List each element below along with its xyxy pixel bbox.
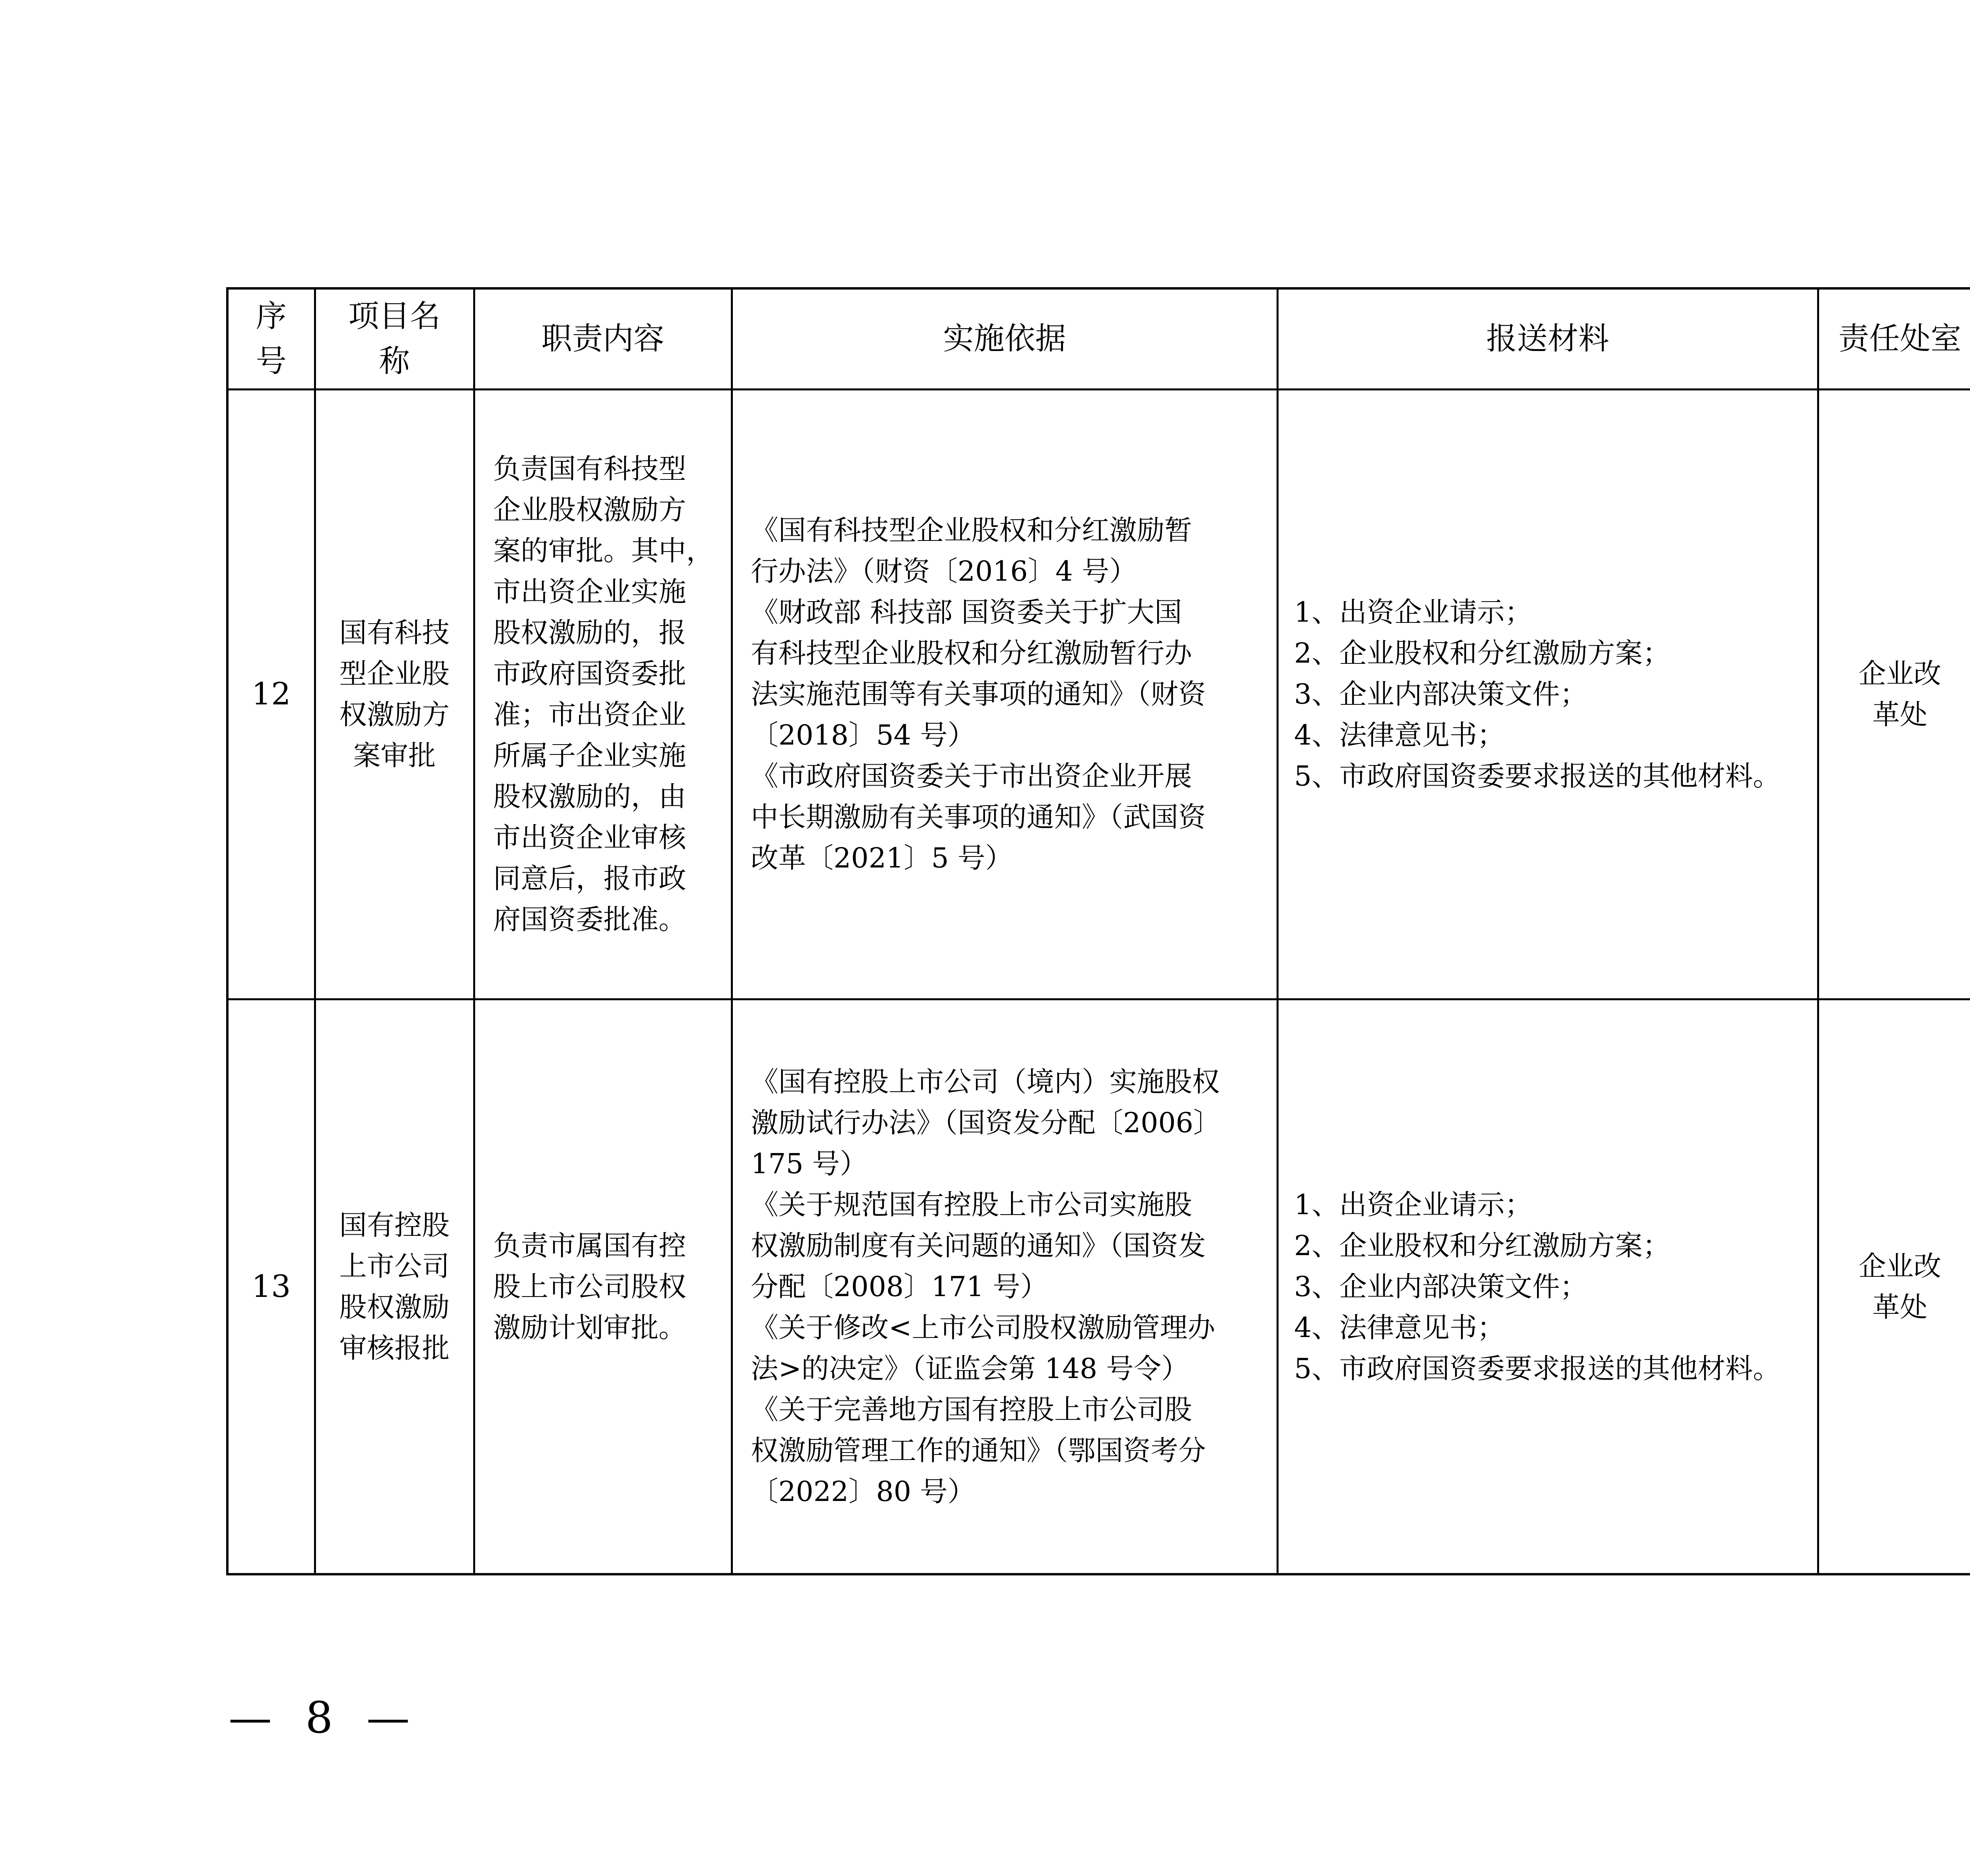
row-department <box>1818 389 1970 999</box>
header-duty <box>474 288 732 389</box>
cell-line: 〔2022〕80 号） <box>751 1475 975 1508</box>
cell-line: 175 号） <box>751 1147 868 1180</box>
header-text: 称 <box>379 344 410 379</box>
cell-line: 1、出资企业请示； <box>1294 1188 1533 1221</box>
cell-line: 准；市出资企业 <box>493 698 686 731</box>
cell-line: 《国有科技型企业股权和分红激励暂 <box>751 514 1192 547</box>
cell-line: 股权激励 <box>339 1291 450 1323</box>
cell-line: 《财政部 科技部 国资委关于扩大国 <box>751 596 1182 629</box>
cell-line: 上市公司 <box>339 1250 450 1282</box>
cell-line: 〔2018〕54 号） <box>751 719 975 752</box>
cell-line: 革处 <box>1872 698 1927 731</box>
row-basis <box>732 999 1277 1574</box>
cell-line: 权激励方 <box>339 698 450 731</box>
cell-line: 案审批 <box>353 739 436 772</box>
row-duty <box>474 999 732 1574</box>
cell-line: 权激励制度有关问题的通知》（国资发 <box>751 1229 1206 1262</box>
header-text: 号 <box>256 344 287 379</box>
cell-line: 市出资企业实施 <box>493 576 686 608</box>
cell-line: 所属子企业实施 <box>493 739 686 772</box>
cell-line: 同意后，报市政 <box>493 862 686 895</box>
header-text: 序 <box>256 299 287 334</box>
cell-line: 2、企业股权和分红激励方案； <box>1294 637 1671 670</box>
row-duty <box>474 389 732 999</box>
cell-line: 市政府国资委批 <box>493 658 686 690</box>
cell-line: 股权激励的，由 <box>493 780 686 813</box>
cell-line: 激励计划审批。 <box>493 1311 686 1344</box>
header-basis <box>732 288 1277 389</box>
cell-line: 有科技型企业股权和分红激励暂行办 <box>751 637 1192 670</box>
page-number: 8 <box>305 1692 333 1743</box>
cell-line: 《市政府国资委关于市出资企业开展 <box>751 760 1192 793</box>
row-serial: 13 <box>227 999 315 1574</box>
cell-line: 1、出资企业请示； <box>1294 596 1533 629</box>
row-department <box>1818 999 1970 1574</box>
row-item-name <box>315 389 474 999</box>
cell-line: 革处 <box>1872 1291 1927 1323</box>
header-text: 实施依据 <box>943 321 1066 357</box>
cell-line: 中长期激励有关事项的通知》（武国资 <box>751 801 1206 834</box>
cell-line: 《关于完善地方国有控股上市公司股 <box>751 1393 1192 1426</box>
row-serial: 12 <box>227 389 315 999</box>
row-basis <box>732 389 1277 999</box>
header-text: 责任处室 <box>1838 321 1961 357</box>
page-footer <box>229 1694 410 1741</box>
cell-line: 企业股权激励方 <box>493 494 686 526</box>
header-text: 报送材料 <box>1486 321 1609 357</box>
cell-line: 《关于规范国有控股上市公司实施股 <box>751 1188 1192 1221</box>
responsibility-table <box>226 287 1970 1575</box>
row-materials <box>1277 999 1818 1574</box>
table-row <box>227 389 1970 999</box>
cell-line: 5、市政府国资委要求报送的其他材料。 <box>1294 1352 1781 1385</box>
row-item-name <box>315 999 474 1574</box>
cell-line: 改革〔2021〕5 号） <box>751 842 1013 875</box>
header-text: 职责内容 <box>541 321 664 357</box>
cell-line: 府国资委批准。 <box>493 903 686 936</box>
cell-line: 负责国有科技型 <box>493 453 686 485</box>
cell-line: 3、企业内部决策文件； <box>1294 678 1588 711</box>
cell-line: 国有科技 <box>339 617 450 649</box>
cell-line: 4、法律意见书； <box>1294 1311 1505 1344</box>
cell-line: 审核报批 <box>339 1332 450 1364</box>
cell-line: 负责市属国有控 <box>493 1229 686 1262</box>
cell-line: 企业改 <box>1858 1250 1941 1282</box>
cell-line: 分配〔2008〕171 号） <box>751 1270 1048 1303</box>
header-serial <box>227 288 315 389</box>
cell-line: 国有控股 <box>339 1209 450 1241</box>
row-materials <box>1277 389 1818 999</box>
cell-line: 《国有控股上市公司（境内）实施股权 <box>751 1065 1220 1098</box>
cell-line: 法>的决定》（证监会第 148 号令） <box>751 1352 1189 1385</box>
cell-line: 3、企业内部决策文件； <box>1294 1270 1588 1303</box>
cell-line: 股权激励的，报 <box>493 617 686 649</box>
cell-line: 5、市政府国资委要求报送的其他材料。 <box>1294 760 1781 793</box>
footer-dash-right: — <box>366 1692 410 1743</box>
cell-line: 行办法》（财资〔2016〕4 号） <box>751 555 1137 588</box>
cell-line: 《关于修改<上市公司股权激励管理办 <box>751 1311 1215 1344</box>
header-item-name <box>315 288 474 389</box>
cell-line: 型企业股 <box>339 658 450 690</box>
cell-line: 2、企业股权和分红激励方案； <box>1294 1229 1671 1262</box>
cell-line: 法实施范围等有关事项的通知》（财资 <box>751 678 1206 711</box>
cell-line: 市出资企业审核 <box>493 821 686 854</box>
header-materials <box>1277 288 1818 389</box>
footer-dash-left: — <box>229 1692 272 1743</box>
cell-line: 权激励管理工作的通知》（鄂国资考分 <box>751 1434 1206 1467</box>
header-text: 项目名 <box>348 299 440 334</box>
cell-line: 4、法律意见书； <box>1294 719 1505 752</box>
cell-line: 案的审批。其中， <box>493 535 714 567</box>
table-header-row <box>227 288 1970 389</box>
cell-line: 激励试行办法》（国资发分配〔2006〕 <box>751 1106 1221 1139</box>
cell-line: 股上市公司股权 <box>493 1270 686 1303</box>
header-department <box>1818 288 1970 389</box>
cell-line: 企业改 <box>1858 658 1941 690</box>
table-row <box>227 999 1970 1574</box>
